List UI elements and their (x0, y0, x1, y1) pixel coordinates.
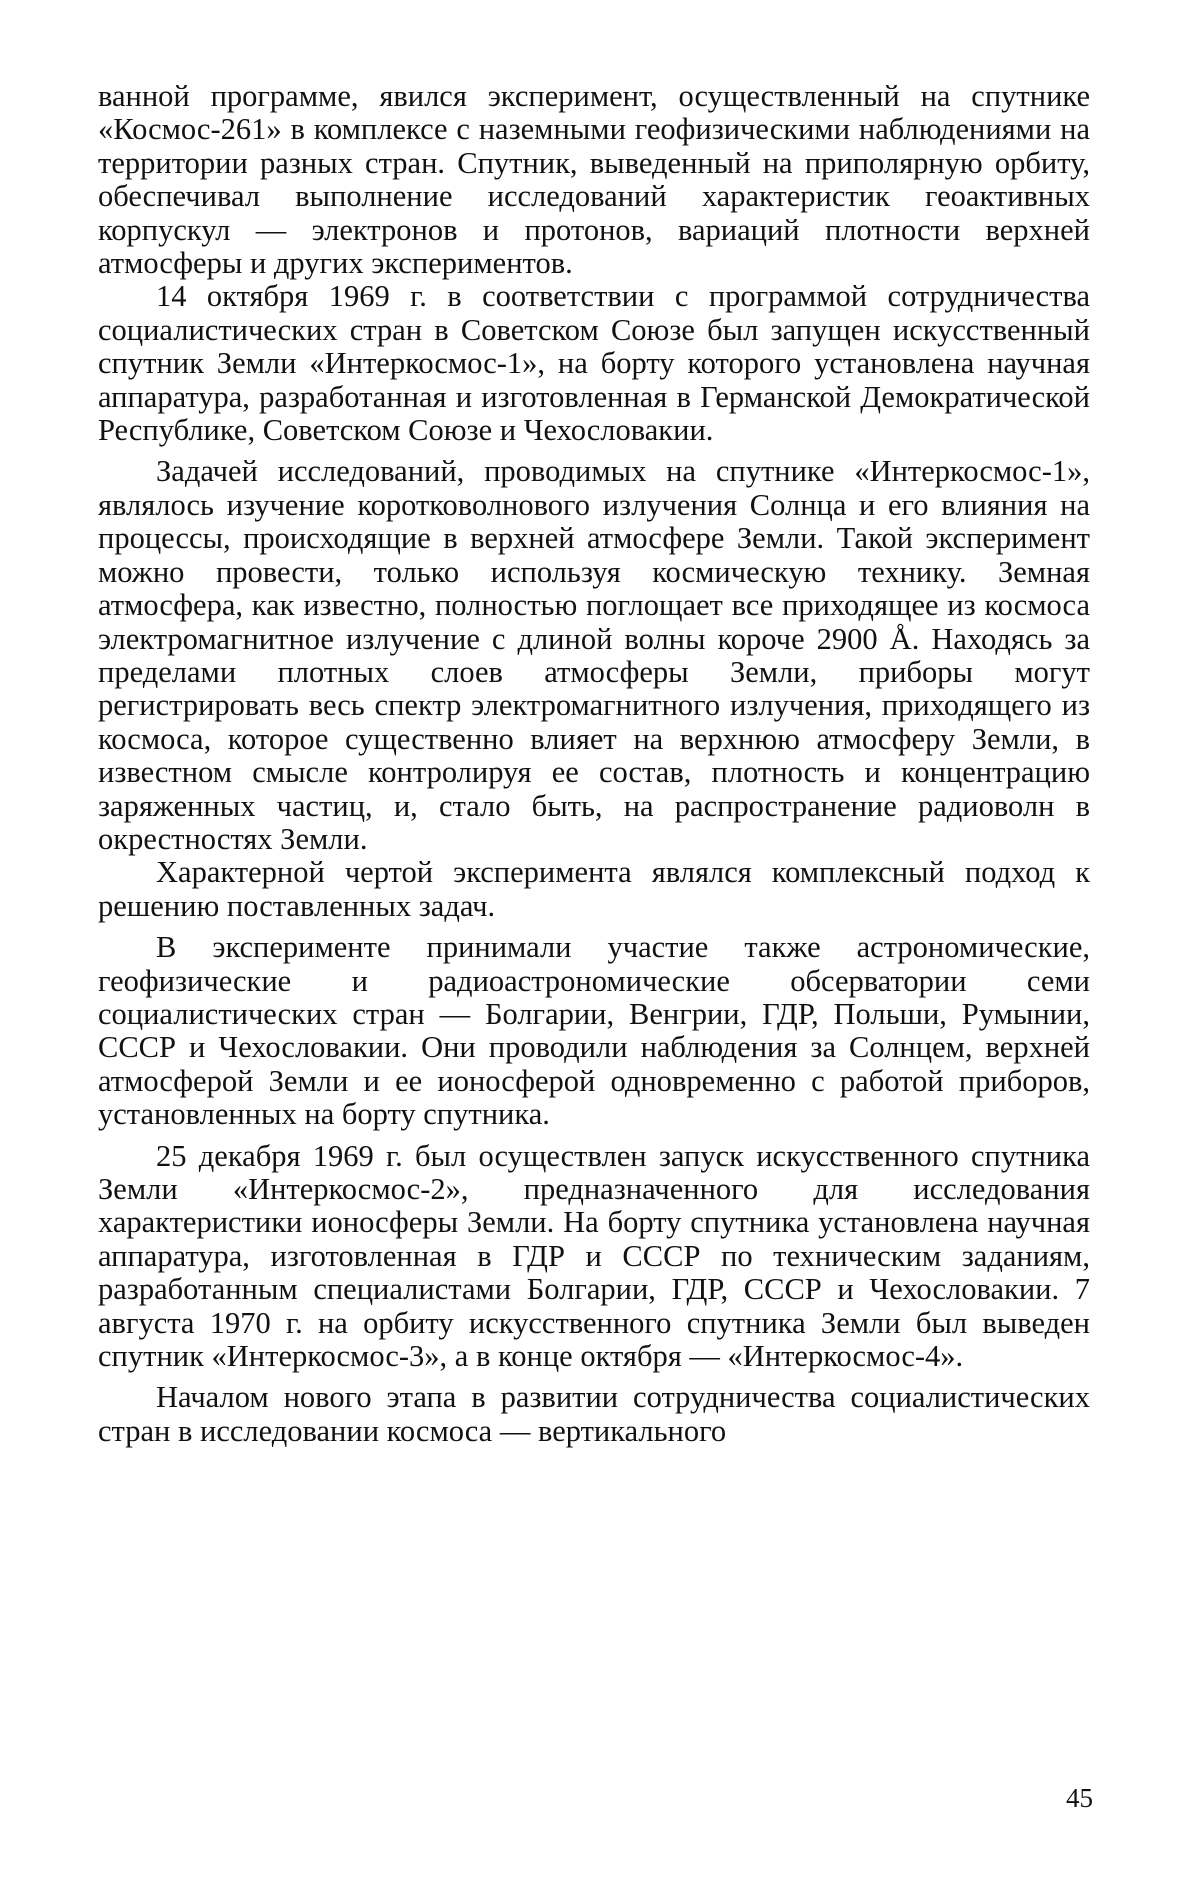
paragraph-7: Началом нового этапа в развитии сотрудничества социалистических стран в исследовании космоса — вертикального (98, 1380, 1090, 1448)
paragraph-3: Задачей исследований, проводимых на спутнике «Интеркосмос-1», являлось изучение коротковолнового излучения Солнца и его влияния на процессы, происходящие в верхней атмосфере Земли. Такой эксперимент можно провести, только используя космическую технику. Земная атмосфера, как известно, полностью поглощает все приходящее из космоса электромагнитное излучение с длиной волны короче 2900 Å. Находясь за пределами плотных слоев атмосферы Земли, приборы могут регистрировать весь спектр электромагнитного излучения, приходящего из космоса, которое существенно влияет на верхнюю атмосферу Земли, в известном смысле контролируя ее состав, плотность и концентрацию заряженных частиц, и, стало быть, на распространение радиоволн в окрестностях Земли. (98, 454, 1090, 856)
paragraph-6: 25 декабря 1969 г. был осуществлен запуск искусственного спутника Земли «Интеркосмос-2», предназначенного для исследования характеристики ионосферы Земли. На борту спутника установлена научная аппаратура, изготовленная в ГДР и СССР по техническим заданиям, разработанным специалистами Болгарии, ГДР, СССР и Чехословакии. 7 августа 1970 г. на орбиту искусственного спутника Земли был выведен спутник «Интеркосмос-3», а в конце октября — «Интеркосмос-4». (98, 1138, 1090, 1374)
paragraph-2: 14 октября 1969 г. в соответствии с программой сотрудничества социалистических стран в Советском Союзе был запущен искусственный спутник Земли «Интеркосмос-1», на борту которого установлена научная аппаратура, разработанная и изготовленная в Германской Демократической Республике, Советском Союзе и Чехословакии. (98, 279, 1090, 448)
page-body (98, 80, 1090, 1448)
page-number: 45 (1066, 1783, 1093, 1813)
paragraph-4: Характерной чертой эксперимента являлся комплексный подход к решению поставленных задач. (98, 855, 1090, 923)
paragraph-1: ванной программе, явился эксперимент, осуществленный на спутнике «Космос-261» в комплексе с наземными геофизическими наблюдениями на территории разных стран. Спутник, выведенный на приполярную орбиту, обеспечивал выполнение исследований характеристик геоактивных корпускул — электронов и протонов, вариаций плотности верхней атмосферы и других экспериментов. (98, 79, 1090, 281)
paragraph-5: В эксперименте принимали участие также астрономические, геофизические и радиоастрономические обсерватории семи социалистических стран — Болгарии, Венгрии, ГДР, Польши, Румынии, СССР и Чехословакии. Они проводили наблюдения за Солнцем, верхней атмосферой Земли и ее ионосферой одновременно с работой приборов, установленных на борту спутника. (98, 930, 1090, 1132)
